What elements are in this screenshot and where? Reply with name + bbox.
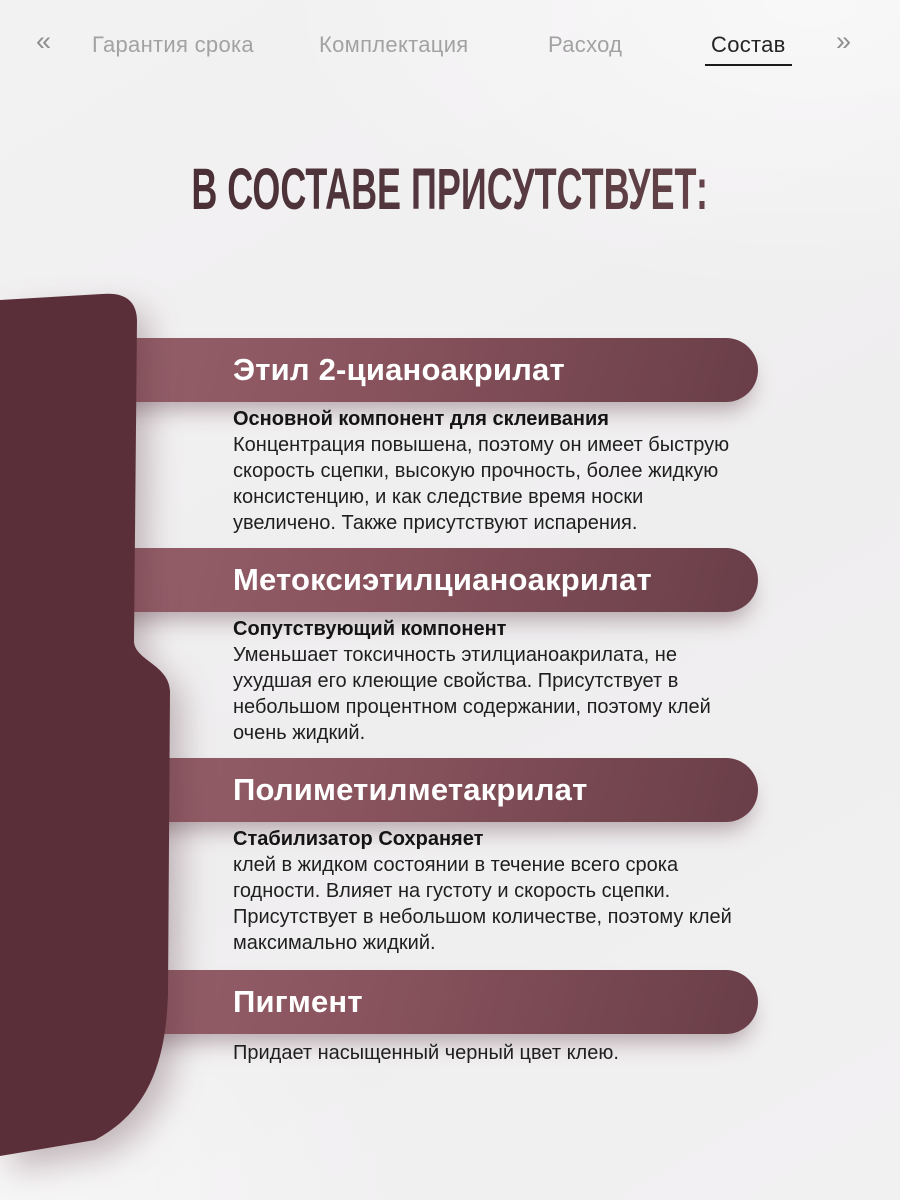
tab-komplektaciya[interactable]: Комплектация [319, 32, 469, 57]
tab-rashod[interactable]: Расход [548, 32, 623, 57]
ingredient-body-text: Концентрация повышена, поэтому он имеет быструю скорость сцепки, высокую прочность, более жидкую консистенцию, и как следствие время носки увеличено. Также присутствуют испарения. [233, 434, 730, 534]
page-title: В СОСТАВЕ ПРИСУТСТВУЕТ: [191, 157, 709, 222]
ingredient-lead-text: Сопутствующий компонент [233, 618, 507, 640]
ingredient-body-text: Уменьшает токсичность этилцианоакрилата, не ухудшая его клеющие свойства. Присутствует в небольшом процентном содержании, поэтому клей очень жидкий. [233, 644, 711, 744]
ingredient-body-text: Придает насыщенный черный цвет клею. [233, 1042, 619, 1064]
ingredient-header-ethyl-cyanoacrylate [92, 338, 758, 402]
ingredient-description [233, 826, 848, 956]
ingredient-description [233, 1040, 848, 1066]
prev-page-icon[interactable]: « [36, 26, 52, 56]
ingredient-lead-text: Стабилизатор Сохраняет [233, 828, 484, 850]
ingredient-header-label: Этил 2-цианоакрилат [233, 352, 565, 387]
title-row [0, 156, 900, 223]
ingredient-header-methoxyethyl-cyanoacrylate [92, 548, 758, 612]
ingredient-header-pigment [92, 970, 758, 1034]
ingredient-header-label: Метоксиэтилцианоакрилат [233, 562, 652, 597]
ingredient-body-text: клей в жидком состоянии в течение всего срока годности. Влияет на густоту и скорость сцепки. Присутствует в небольшом количестве, поэтому клей максимально жидкий. [233, 854, 732, 954]
ingredient-header-polymethyl-methacrylate [92, 758, 758, 822]
ingredient-lead-text: Основной компонент для склеивания [233, 408, 609, 430]
tab-bar [0, 0, 900, 80]
ingredient-header-label: Полиметилметакрилат [233, 772, 588, 807]
tab-garantiya-sroka[interactable]: Гарантия срока [92, 32, 254, 57]
next-page-icon[interactable]: » [836, 26, 852, 56]
ingredient-header-label: Пигмент [233, 984, 363, 1019]
tab-sostav-active[interactable]: Состав [705, 32, 792, 66]
ingredient-description [233, 406, 848, 536]
ingredient-description [233, 616, 848, 746]
